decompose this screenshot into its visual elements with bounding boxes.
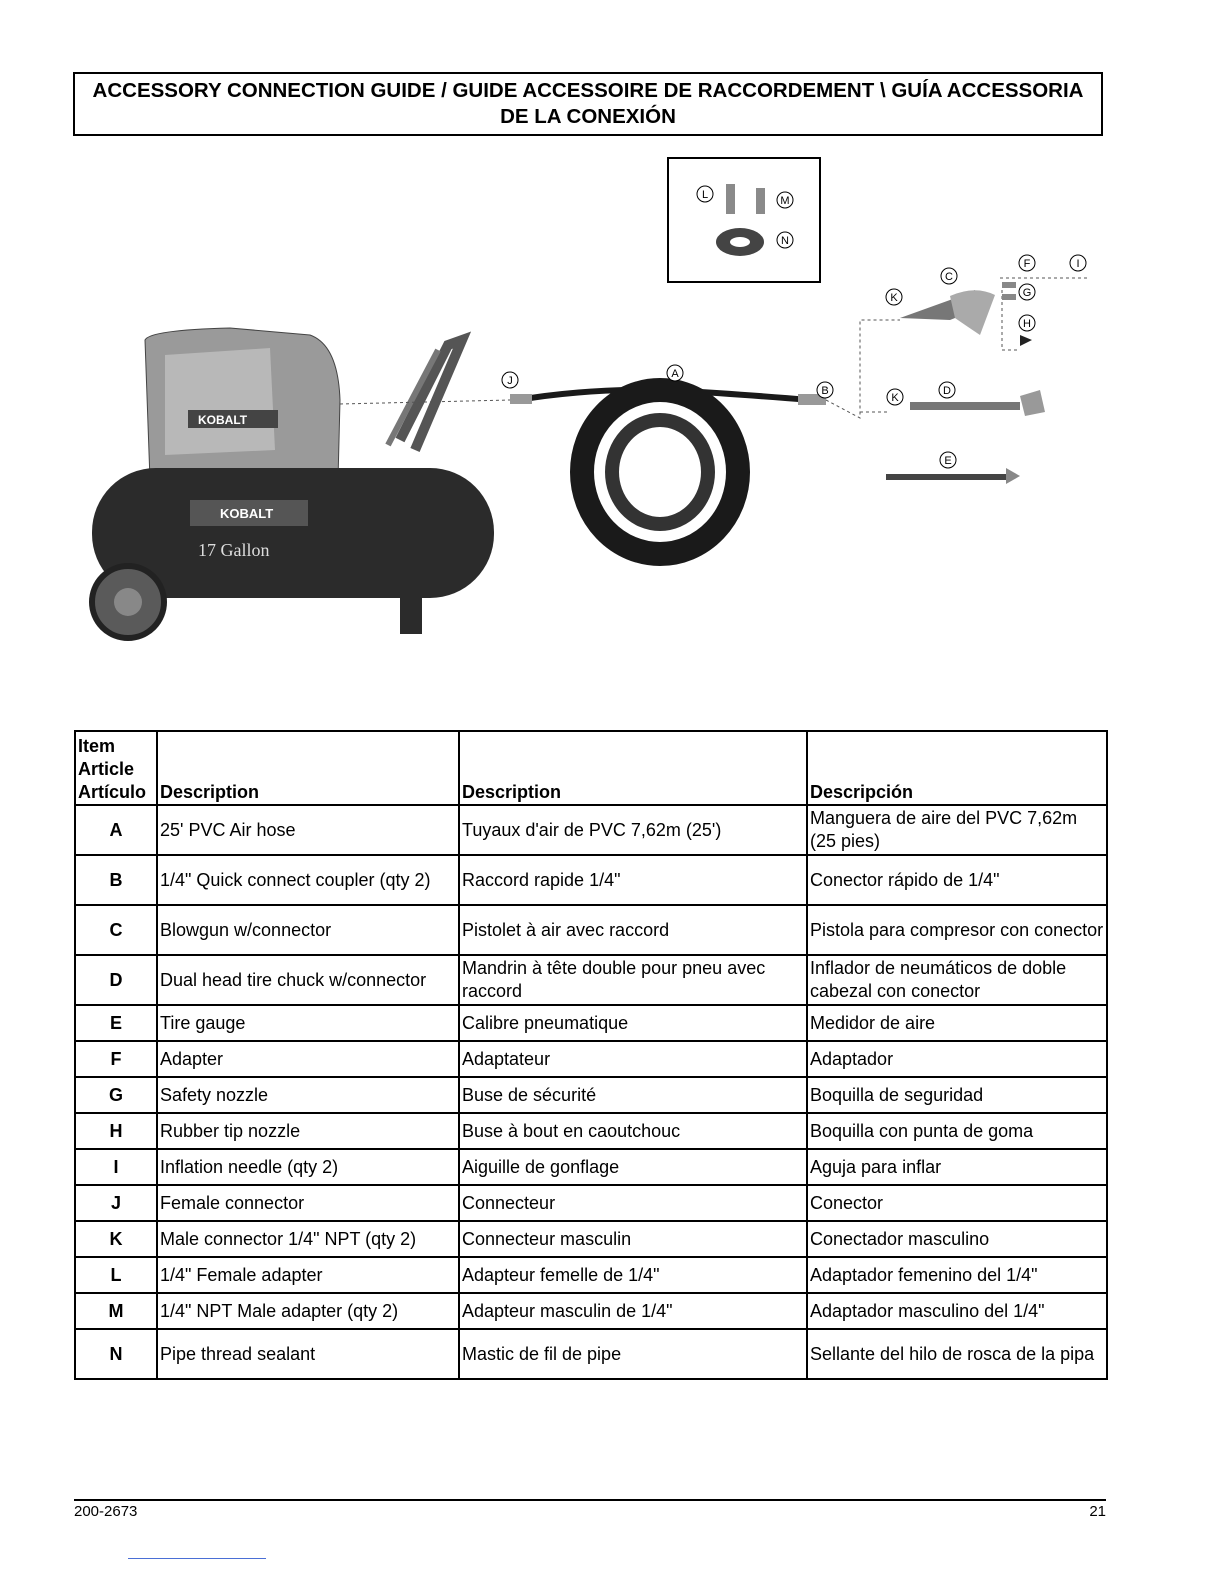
table-header-row [75, 731, 1107, 805]
item-letter: N [75, 1329, 157, 1379]
description-fr: Mandrin à tête double pour pneu avec raccord [459, 955, 807, 1005]
description-fr: Adaptateur [459, 1041, 807, 1077]
footer-rule [74, 1499, 1106, 1501]
table-row [75, 805, 1107, 855]
description-en: Adapter [157, 1041, 459, 1077]
item-letter: H [75, 1113, 157, 1149]
item-letter: A [75, 805, 157, 855]
table-row [75, 1221, 1107, 1257]
description-fr: Buse à bout en caoutchouc [459, 1113, 807, 1149]
item-letter: B [75, 855, 157, 905]
callout-i [1070, 255, 1086, 271]
description-es: Aguja para inflar [807, 1149, 1107, 1185]
item-letter: I [75, 1149, 157, 1185]
svg-text:D: D [943, 385, 951, 397]
female-adapter-part [726, 184, 735, 214]
header-description-fr: Description [459, 731, 807, 805]
callout-d [939, 382, 955, 398]
description-es: Medidor de aire [807, 1005, 1107, 1041]
description-es: Boquilla con punta de goma [807, 1113, 1107, 1149]
description-en: Rubber tip nozzle [157, 1113, 459, 1149]
description-en: 1/4" Quick connect coupler (qty 2) [157, 855, 459, 905]
item-letter: E [75, 1005, 157, 1041]
table-row [75, 1293, 1107, 1329]
callout-g [1019, 284, 1035, 300]
description-es: Adaptador femenino del 1/4" [807, 1257, 1107, 1293]
table-row [75, 1329, 1107, 1379]
table-row [75, 1257, 1107, 1293]
item-letter: F [75, 1041, 157, 1077]
description-en: Tire gauge [157, 1005, 459, 1041]
callout-e [940, 452, 956, 468]
callout-f [1019, 255, 1035, 271]
table-row [75, 905, 1107, 955]
description-fr: Buse de sécurité [459, 1077, 807, 1113]
description-en: 1/4" Female adapter [157, 1257, 459, 1293]
table-row [75, 1041, 1107, 1077]
description-es: Pistola para compresor con conector [807, 905, 1107, 955]
svg-text:L: L [701, 189, 709, 201]
svg-text:K: K [891, 392, 899, 404]
table-row [75, 855, 1107, 905]
svg-text:E: E [944, 455, 952, 467]
item-letter: G [75, 1077, 157, 1113]
callout-h [1019, 315, 1035, 331]
callout-a [667, 365, 683, 381]
description-en: Pipe thread sealant [157, 1329, 459, 1379]
svg-text:C: C [945, 271, 953, 283]
tank-capacity-label: 17 Gallon [198, 540, 270, 560]
callout-c [941, 268, 957, 284]
table-row [75, 1185, 1107, 1221]
description-en: 25' PVC Air hose [157, 805, 459, 855]
callout-b [817, 382, 833, 398]
tank-logo-text: KOBALT [220, 506, 274, 521]
table-row [75, 955, 1107, 1005]
callout-k-bottom [887, 389, 903, 405]
callout-k-top [886, 289, 902, 305]
description-es: Adaptador masculino del 1/4" [807, 1293, 1107, 1329]
item-letter: K [75, 1221, 157, 1257]
tire-chuck-part [910, 390, 1045, 416]
title-box [73, 72, 1103, 136]
description-es: Conector [807, 1185, 1107, 1221]
description-es: Manguera de aire del PVC 7,62m (25 pies) [807, 805, 1107, 855]
description-es: Conectador masculino [807, 1221, 1107, 1257]
callout-m [777, 192, 793, 208]
accessory-illustration [70, 150, 1110, 650]
callout-j [502, 372, 518, 388]
description-fr: Mastic de fil de pipe [459, 1329, 807, 1379]
air-hose-drawing [510, 390, 826, 554]
page-title: ACCESSORY CONNECTION GUIDE / GUIDE ACCESSOIRE DE RACCORDEMENT \ GUÍA ACCESSORIA DE LA CONEXIÓN [92, 79, 1084, 128]
callout-n [777, 232, 793, 248]
link-underline [128, 1558, 266, 1559]
svg-text:J: J [507, 375, 513, 387]
svg-text:G: G [1022, 287, 1032, 299]
thread-sealant-part [716, 228, 764, 256]
description-fr: Aiguille de gonflage [459, 1149, 807, 1185]
item-letter: J [75, 1185, 157, 1221]
item-letter: M [75, 1293, 157, 1329]
description-fr: Tuyaux d'air de PVC 7,62m (25') [459, 805, 807, 855]
compressor-drawing [92, 328, 494, 638]
svg-text:M: M [780, 195, 790, 207]
description-en: Blowgun w/connector [157, 905, 459, 955]
description-es: Inflador de neumáticos de doble cabezal con conector [807, 955, 1107, 1005]
table-row [75, 1113, 1107, 1149]
male-adapter-part [756, 188, 765, 214]
header-item: Item Article Artículo [75, 731, 157, 805]
page-number: 21 [1089, 1503, 1106, 1520]
tire-gauge-part [886, 468, 1020, 484]
item-letter: D [75, 955, 157, 1005]
blowgun-part [900, 282, 1032, 346]
doc-number: 200-2673 [74, 1503, 138, 1520]
description-fr: Adapteur masculin de 1/4" [459, 1293, 807, 1329]
header-description-es: Descripción [807, 731, 1107, 805]
svg-text:A: A [671, 368, 679, 380]
description-es: Adaptador [807, 1041, 1107, 1077]
description-fr: Calibre pneumatique [459, 1005, 807, 1041]
description-es: Sellante del hilo de rosca de la pipa [807, 1329, 1107, 1379]
svg-text:F: F [1023, 258, 1031, 270]
item-letter: L [75, 1257, 157, 1293]
description-en: Safety nozzle [157, 1077, 459, 1113]
description-en: Dual head tire chuck w/connector [157, 955, 459, 1005]
accessory-table [74, 730, 1108, 1380]
description-fr: Connecteur masculin [459, 1221, 807, 1257]
description-en: 1/4" NPT Male adapter (qty 2) [157, 1293, 459, 1329]
description-fr: Raccord rapide 1/4" [459, 855, 807, 905]
description-es: Boquilla de seguridad [807, 1077, 1107, 1113]
table-row [75, 1005, 1107, 1041]
header-description-en: Description [157, 731, 459, 805]
table-row [75, 1077, 1107, 1113]
svg-text:K: K [890, 292, 898, 304]
description-en: Male connector 1/4" NPT (qty 2) [157, 1221, 459, 1257]
description-fr: Connecteur [459, 1185, 807, 1221]
svg-text:N: N [781, 235, 789, 247]
inset-box [668, 158, 820, 282]
description-en: Female connector [157, 1185, 459, 1221]
svg-text:H: H [1023, 318, 1031, 330]
svg-text:I: I [1076, 258, 1080, 270]
description-fr: Pistolet à air avec raccord [459, 905, 807, 955]
description-es: Conector rápido de 1/4" [807, 855, 1107, 905]
callout-l [697, 186, 713, 202]
foot [400, 598, 422, 634]
description-fr: Adapteur femelle de 1/4" [459, 1257, 807, 1293]
female-connector-part [510, 394, 532, 404]
table-row [75, 1149, 1107, 1185]
description-en: Inflation needle (qty 2) [157, 1149, 459, 1185]
svg-text:B: B [821, 385, 829, 397]
item-letter: C [75, 905, 157, 955]
compressor-logo-text: KOBALT [198, 413, 248, 427]
